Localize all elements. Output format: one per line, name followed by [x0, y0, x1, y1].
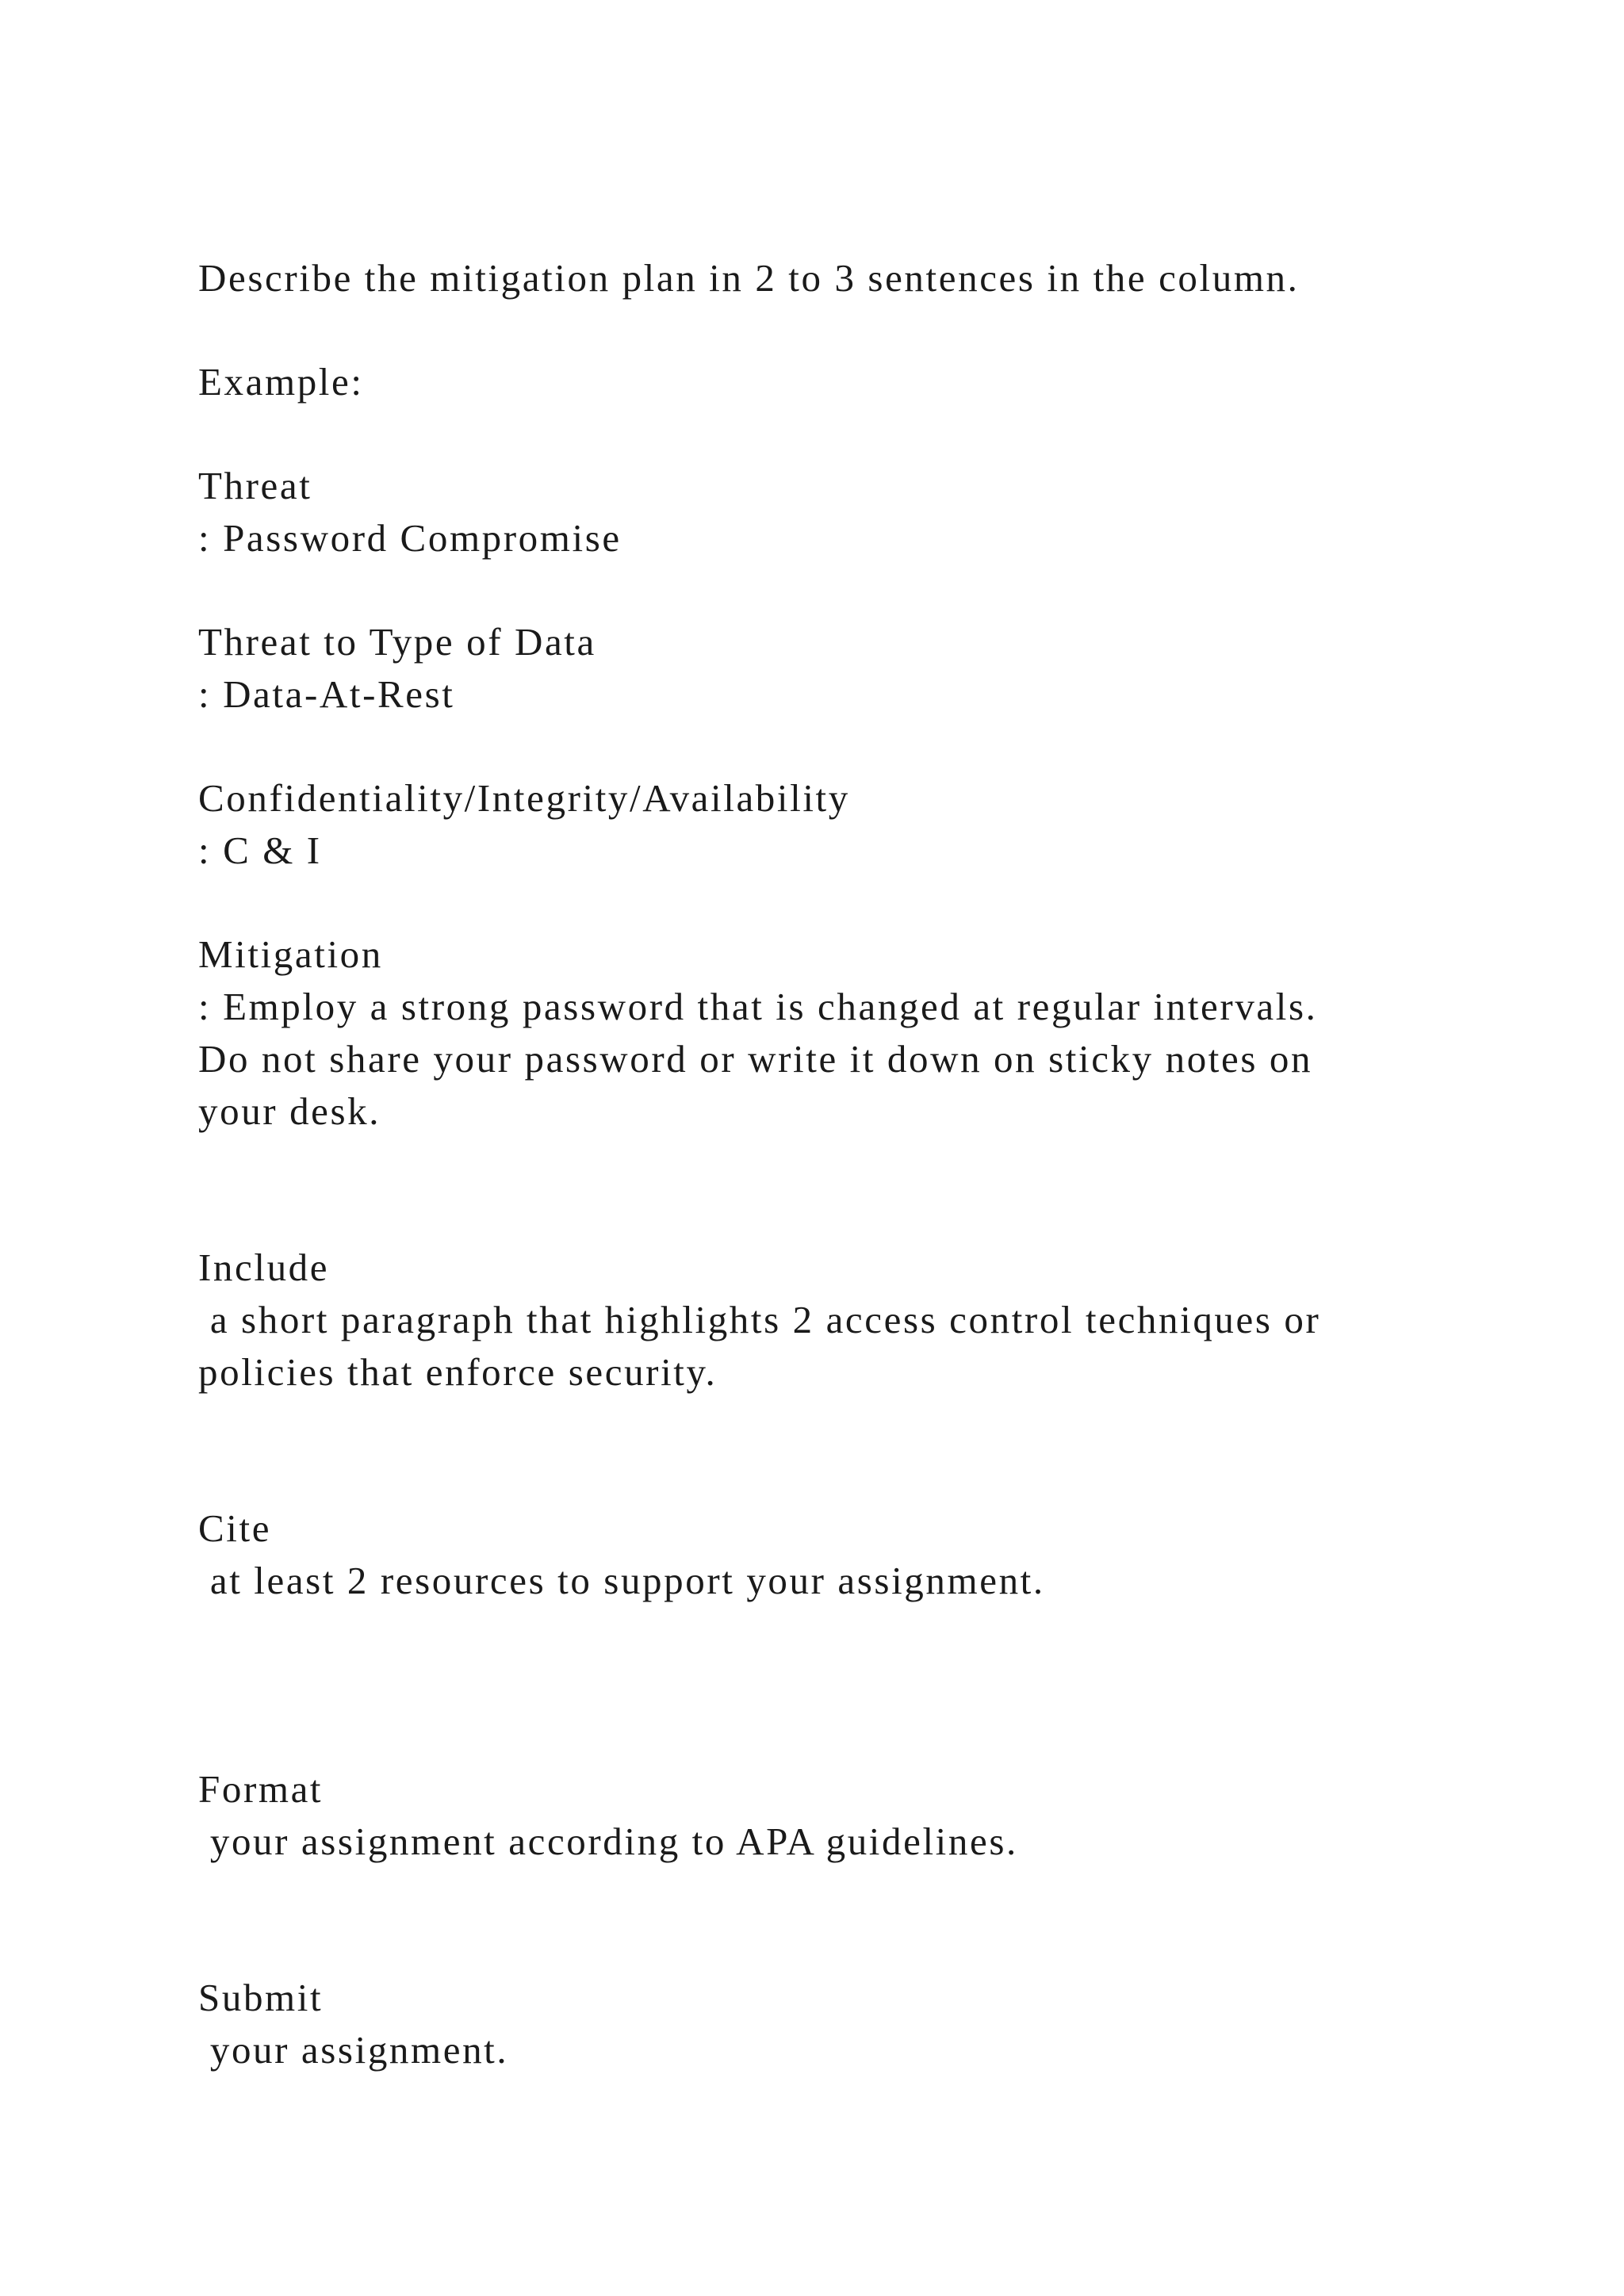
mitigation-line: your desk. [198, 1089, 381, 1133]
submit-label: Submit [198, 1976, 324, 2019]
threat-label: Threat [198, 464, 312, 507]
example-label: Example: [198, 360, 364, 404]
include-line: policies that enforce security. [198, 1350, 718, 1394]
threat-type-label: Threat to Type of Data [198, 620, 596, 664]
threat-value: : Password Compromise [198, 516, 622, 560]
cite-text: at least 2 resources to support your assignment. [198, 1559, 1045, 1602]
include-line: a short paragraph that highlights 2 access control techniques or [198, 1298, 1321, 1341]
cia-label: Confidentiality/Integrity/Availability [198, 776, 850, 820]
mitigation-label: Mitigation [198, 932, 383, 976]
intro-text: Describe the mitigation plan in 2 to 3 sentences in the column. [198, 256, 1300, 300]
format-label: Format [198, 1767, 324, 1811]
cia-value: : C & I [198, 828, 322, 872]
mitigation-line: Do not share your password or write it down on sticky notes on [198, 1037, 1313, 1081]
include-label: Include [198, 1246, 330, 1289]
submit-text: your assignment. [198, 2028, 509, 2072]
threat-type-value: : Data-At-Rest [198, 672, 455, 716]
mitigation-line: : Employ a strong password that is changed at regular intervals. [198, 985, 1318, 1028]
cite-label: Cite [198, 1506, 272, 1550]
format-text: your assignment according to APA guidelines. [198, 1820, 1018, 1863]
